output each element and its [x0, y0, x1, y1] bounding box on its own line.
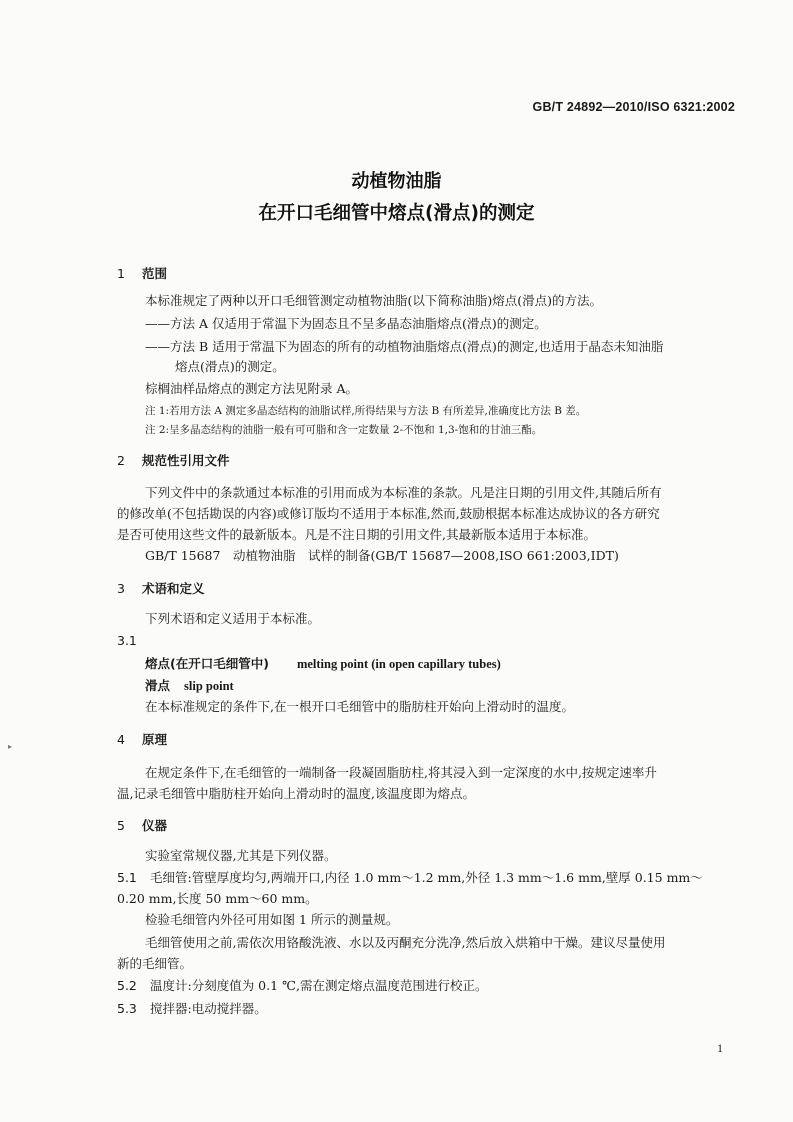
- subclause-number: 5.2: [117, 978, 137, 993]
- section-4-heading: [117, 730, 167, 748]
- list-item-continuation: 熔点(滑点)的测定。: [175, 359, 285, 374]
- term-en: slip point: [184, 679, 234, 693]
- paragraph: 检验毛细管内外径可用如图 1 所示的测量规。: [145, 912, 399, 927]
- paragraph: 毛细管使用之前,需依次用铬酸洗液、水以及丙酮充分洗净,然后放入烘箱中干燥。建议尽量使用: [145, 935, 666, 950]
- section-number: 5: [117, 818, 125, 833]
- section-2-heading: [117, 451, 230, 469]
- paragraph: 下列术语和定义适用于本标准。: [145, 611, 321, 626]
- subclause-text: 温度计:分刻度值为 0.1 ℃,需在测定熔点温度范围进行校正。: [150, 978, 488, 993]
- subclause-number: 5.1: [117, 870, 137, 885]
- term-slip-point: [145, 676, 234, 694]
- list-item: ——方法 A 仅适用于常温下为固态且不呈多晶态油脂熔点(滑点)的测定。: [145, 316, 547, 331]
- subclause-number: 3.1: [117, 633, 137, 648]
- paragraph-continuation: 温,记录毛细管中脂肪柱开始向上滑动时的温度,该温度即为熔点。: [117, 786, 475, 801]
- title-line-1: 动植物油脂: [351, 171, 442, 192]
- paragraph: 下列文件中的条款通过本标准的引用而成为本标准的条款。凡是注日期的引用文件,其随后所有: [145, 485, 662, 500]
- subclause-text: 毛细管:管壁厚度均匀,两端开口,内径 1.0 mm～1.2 mm,外径 1.3 mm～1.6 mm,壁厚 0.15 mm～: [150, 870, 703, 885]
- term-melting-point: [145, 654, 501, 672]
- section-title: 术语和定义: [142, 581, 205, 596]
- section-title: 原理: [142, 732, 168, 747]
- paragraph-continuation: 的修改单(不包括勘误的内容)或修订版均不适用于本标准,然而,鼓励根据本标准达成协议的各方研究: [117, 506, 660, 521]
- title-line-2: 在开口毛细管中熔点(滑点)的测定: [258, 203, 535, 224]
- term-cn: 滑点: [145, 678, 171, 693]
- subclause-text: 搅拌器:电动搅拌器。: [150, 1001, 267, 1016]
- section-number: 1: [117, 266, 125, 281]
- paragraph: 棕榈油样品熔点的测定方法见附录 A。: [145, 381, 359, 396]
- paragraph-continuation: 新的毛细管。: [117, 956, 193, 971]
- section-3-heading: [117, 579, 205, 597]
- standard-code: GB/T 24892—2010/ISO 6321:2002: [532, 100, 735, 114]
- paragraph-continuation: 是否可使用这些文件的最新版本。凡是不注日期的引用文件,其最新版本适用于本标准。: [117, 527, 596, 542]
- page-number: 1: [717, 1041, 723, 1055]
- subclause-number: 5.3: [117, 1001, 137, 1016]
- section-number: 4: [117, 732, 125, 747]
- section-title: 范围: [142, 266, 168, 281]
- term-en: melting point (in open capillary tubes): [296, 657, 501, 671]
- normative-reference: GB/T 15687 动植物油脂 试样的制备(GB/T 15687—2008,ISO 661:2003,IDT): [145, 548, 619, 563]
- paragraph: 实验室常规仪器,尤其是下列仪器。: [145, 848, 337, 863]
- section-title: 仪器: [142, 818, 168, 833]
- note-2: 注 2:呈多晶态结构的油脂一般有可可脂和含一定数量 2-不饱和 1,3-饱和的甘油三酯。: [145, 424, 543, 436]
- section-5-heading: [117, 816, 167, 834]
- list-item: ——方法 B 适用于常温下为固态的所有的动植物油脂熔点(滑点)的测定,也适用于晶态未知油脂: [145, 339, 664, 354]
- term-cn: 熔点(在开口毛细管中): [145, 656, 269, 671]
- subclause-text: 0.20 mm,长度 50 mm～60 mm。: [117, 891, 318, 906]
- section-number: 2: [117, 453, 125, 468]
- note-1: 注 1:若用方法 A 测定多晶态结构的油脂试样,所得结果与方法 B 有所差异,准确度比方法 B 差。: [145, 405, 587, 417]
- paragraph: 在规定条件下,在毛细管的一端制备一段凝固脂肪柱,将其浸入到一定深度的水中,按规定速率升: [145, 765, 657, 780]
- section-1-heading: [117, 264, 167, 282]
- section-title: 规范性引用文件: [142, 453, 230, 468]
- paragraph: 本标准规定了两种以开口毛细管测定动植物油脂(以下简称油脂)熔点(滑点)的方法。: [145, 293, 603, 308]
- definition: 在本标准规定的条件下,在一根开口毛细管中的脂肪柱开始向上滑动时的温度。: [145, 699, 574, 714]
- scan-mark: ▸: [8, 742, 13, 751]
- section-number: 3: [117, 581, 125, 596]
